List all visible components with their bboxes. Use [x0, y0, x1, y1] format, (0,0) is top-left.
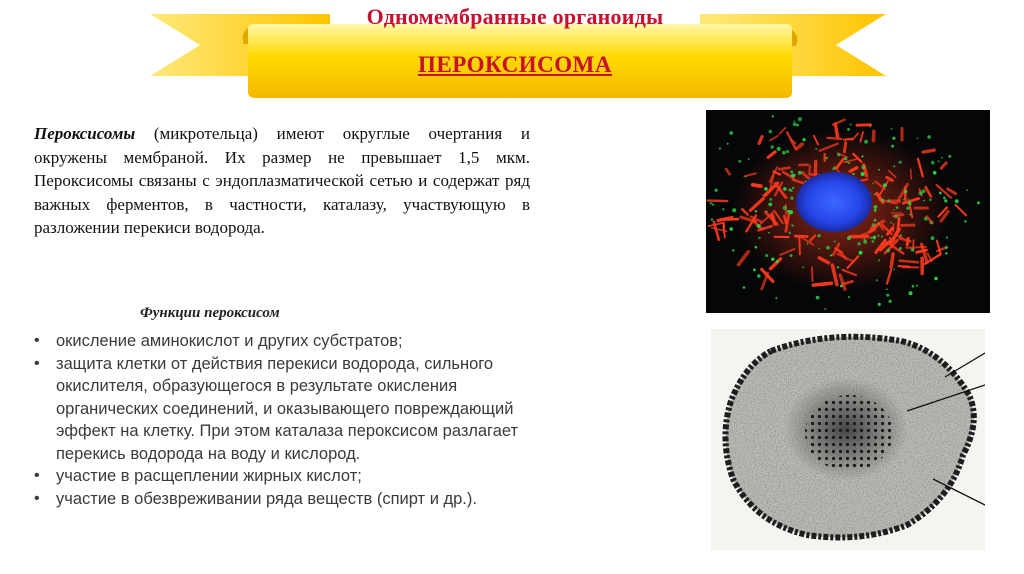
peroxisome-dot	[844, 157, 847, 160]
peroxisome-dot	[732, 208, 736, 212]
peroxisome-dot	[798, 171, 802, 175]
peroxisome-dot	[837, 153, 840, 156]
mitochondrion	[941, 163, 946, 168]
peroxisome-dot	[753, 269, 756, 272]
peroxisome-dot	[903, 199, 905, 201]
mitochondrion	[813, 283, 831, 285]
peroxisome-dot	[876, 279, 878, 281]
peroxisome-dot	[881, 236, 883, 238]
crystalloid-core	[805, 395, 893, 471]
bullet-icon: •	[34, 332, 40, 349]
peroxisome-dot	[872, 236, 876, 240]
mitochondrion	[899, 266, 910, 267]
peroxisome-dot	[877, 235, 879, 237]
functions-heading: Функции пероксисом	[140, 305, 280, 321]
peroxisome-dot	[830, 254, 832, 256]
peroxisome-dot	[933, 171, 937, 175]
peroxisome-dot	[719, 148, 721, 150]
mitochondrion	[739, 252, 749, 265]
peroxisome-dot	[893, 165, 895, 167]
peroxisome-dot	[847, 128, 850, 131]
peroxisome-dot	[748, 158, 750, 160]
peroxisome-dot	[938, 160, 940, 162]
peroxisome-dot	[755, 246, 758, 249]
peroxisome-dot	[848, 296, 850, 298]
peroxisome-dot	[848, 162, 850, 164]
peroxisome-dot	[923, 200, 925, 202]
peroxisome-dot	[793, 122, 797, 126]
peroxisome-dot	[790, 254, 793, 257]
peroxisome-dot	[775, 297, 777, 299]
peroxisome-dot	[802, 266, 804, 268]
mitochondrion	[911, 169, 912, 179]
peroxisome-dot	[792, 187, 794, 189]
peroxisome-dot	[727, 143, 729, 145]
peroxisome-dot	[864, 140, 868, 144]
peroxisome-dot	[872, 240, 875, 243]
peroxisome-dot	[909, 214, 911, 216]
peroxisome-dot	[945, 252, 948, 255]
list-item: • окисление аминокислот и других субстратов;	[30, 330, 530, 353]
peroxisome-dot	[768, 203, 772, 207]
mitochondrion	[956, 205, 967, 215]
peroxisome-dot	[946, 237, 948, 239]
peroxisome-dot	[712, 203, 714, 205]
peroxisome-dot	[917, 137, 919, 139]
peroxisome-dot	[769, 130, 773, 134]
peroxisome-dot	[861, 172, 865, 176]
peroxisome-dot	[859, 251, 863, 255]
peroxisome-dot	[890, 222, 892, 224]
peroxisome-dot	[798, 117, 802, 121]
peroxisome-dot	[807, 243, 809, 245]
peroxisome-dot	[824, 308, 826, 310]
peroxisome-dot	[924, 217, 928, 221]
peroxisome-dot	[887, 199, 890, 202]
mitochondrion	[844, 139, 853, 140]
peroxisome-dot	[977, 201, 980, 204]
peroxisome-dot	[888, 300, 891, 303]
peroxisome-dot	[783, 187, 786, 190]
peroxisome-dot	[803, 138, 806, 141]
peroxisome-dot	[765, 254, 768, 257]
peroxisome-dot	[900, 234, 902, 236]
peroxisome-dot	[755, 210, 758, 213]
mitochondrion	[948, 189, 956, 194]
bullet-icon: •	[34, 489, 40, 507]
peroxisome-dot	[899, 161, 902, 164]
peroxisome-dot	[944, 199, 947, 202]
peroxisome-dot	[941, 157, 943, 159]
peroxisome-dot	[715, 189, 718, 192]
mitochondrion	[812, 267, 813, 281]
peroxisome-dot	[894, 215, 898, 219]
peroxisome-dot	[776, 260, 779, 263]
peroxisome-dot	[790, 197, 793, 200]
peroxisome-dot	[955, 199, 959, 203]
peroxisome-dot	[878, 303, 881, 306]
mitochondrion	[809, 166, 810, 175]
peroxisome-dot	[878, 223, 880, 225]
peroxisome-dot	[874, 194, 876, 196]
peroxisome-dot	[710, 202, 712, 204]
peroxisome-dot	[732, 249, 735, 252]
pointer-line	[945, 353, 985, 377]
peroxisome-dot	[878, 169, 880, 171]
peroxisome-dot	[816, 296, 820, 300]
peroxisome-dot	[893, 209, 895, 211]
peroxisome-dot	[766, 211, 768, 213]
peroxisome-dot	[757, 274, 761, 278]
peroxisome-dot	[899, 247, 902, 250]
peroxisome-dot	[930, 221, 933, 224]
peroxisome-dot	[738, 160, 741, 163]
mitochondrion	[784, 216, 786, 223]
title-banner	[0, 0, 1024, 110]
peroxisome-dot	[945, 246, 948, 249]
peroxisome-dot	[768, 232, 770, 234]
peroxisome-dot	[790, 189, 793, 192]
peroxisome-dot	[771, 258, 774, 261]
peroxisome-dot	[948, 155, 951, 158]
peroxisome-dot	[745, 176, 747, 178]
peroxisome-dot	[910, 248, 914, 252]
peroxisome-dot	[870, 237, 872, 239]
peroxisome-dot	[896, 206, 899, 209]
peroxisome-dot	[847, 236, 851, 240]
peroxisome-dot	[878, 259, 880, 261]
peroxisome-dot	[927, 135, 930, 138]
mitochondrion	[708, 201, 728, 202]
peroxisome-dot	[904, 190, 907, 193]
mitochondrion	[861, 179, 867, 180]
peroxisome-dot	[796, 124, 799, 127]
peroxisome-dot	[893, 268, 895, 270]
peroxisome-dot	[908, 201, 912, 205]
peroxisome-dot	[872, 223, 876, 227]
peroxisome-dot	[840, 285, 843, 288]
nucleus	[796, 172, 872, 232]
fluorescence-cell-image	[706, 110, 990, 313]
peroxisome-dot	[764, 187, 768, 191]
peroxisome-dot	[815, 148, 817, 150]
peroxisome-dot	[862, 155, 864, 157]
peroxisome-dot	[908, 198, 910, 200]
peroxisome-dot	[832, 167, 835, 170]
mitochondrion	[799, 238, 800, 254]
peroxisome-dot	[881, 199, 884, 202]
peroxisome-dot	[869, 126, 871, 128]
peroxisome-dot	[790, 171, 793, 174]
peroxisome-dot	[934, 277, 937, 280]
mitochondrion	[923, 150, 934, 152]
mitochondrion	[891, 254, 893, 267]
peroxisome-dot	[931, 236, 935, 240]
peroxisome-dot	[850, 123, 852, 125]
peroxisome-dot	[789, 210, 793, 214]
peroxisome-dot	[891, 128, 893, 130]
peroxisome-dot	[786, 150, 789, 153]
peroxisome-dot	[729, 131, 733, 135]
peroxisome-dot	[943, 197, 946, 200]
peroxisome-dot	[757, 224, 761, 228]
peroxisome-dot	[783, 206, 787, 210]
peroxisome-dot	[886, 289, 888, 291]
list-item: • участие в обезвреживании ряда веществ (спирт и др.).	[30, 488, 530, 511]
peroxisome-dot	[769, 198, 772, 201]
peroxisome-dot	[939, 192, 942, 195]
mitochondrion	[726, 169, 730, 174]
peroxisome-dot	[929, 199, 932, 202]
peroxisome-dot	[874, 205, 878, 209]
peroxisome-dot	[874, 209, 877, 212]
intro-paragraph	[34, 122, 530, 240]
mitochondrion	[900, 261, 918, 263]
peroxisome-dot	[887, 249, 891, 253]
mitochondrion	[828, 138, 842, 139]
mitochondrion	[753, 185, 761, 186]
intro-term: Пероксисомы	[34, 124, 136, 143]
mitochondrion	[779, 128, 785, 134]
peroxisome-dot	[916, 285, 918, 287]
peroxisome-dot	[834, 241, 836, 243]
list-item: • защита клетки от действия перекиси водорода, сильного окислителя, образующегося в результате окисления органических соединений, и оказывающего повреждающий эффект на клетку. При этом каталаза пероксисом разлагает перекись водорода на воду и кислород.	[34, 354, 519, 463]
peroxisome-dot	[772, 115, 774, 117]
peroxisome-dot	[872, 183, 874, 185]
peroxisome-dot	[791, 224, 793, 226]
electron-micrograph	[711, 329, 985, 550]
peroxisome-dot	[794, 121, 796, 123]
peroxisome-dot	[743, 286, 746, 289]
peroxisome-dot	[906, 207, 909, 210]
mitochondrion	[835, 124, 837, 137]
peroxisome-dot	[722, 208, 724, 210]
mitochondrion	[770, 136, 778, 141]
peroxisome-dot	[826, 246, 830, 250]
peroxisome-dot	[789, 232, 792, 235]
bullet-icon: •	[34, 467, 40, 484]
bullet-icon: •	[34, 354, 40, 372]
peroxisome-dot	[837, 266, 839, 268]
peroxisome-dot	[818, 248, 820, 250]
mitochondrion	[773, 215, 775, 224]
peroxisome-dot	[883, 183, 887, 187]
mitochondrion	[759, 137, 762, 144]
peroxisome-dot	[770, 145, 774, 149]
peroxisome-dot	[846, 161, 848, 163]
peroxisome-dot	[817, 234, 820, 237]
peroxisome-dot	[792, 174, 796, 178]
list-item: • участие в расщеплении жирных кислот;	[30, 465, 530, 488]
peroxisome-dot	[852, 173, 855, 176]
peroxisome-dot	[777, 147, 781, 151]
peroxisome-dot	[861, 165, 865, 169]
peroxisome-dot	[931, 161, 935, 165]
peroxisome-dot	[922, 189, 926, 193]
peroxisome-dot	[966, 189, 968, 191]
peroxisome-dot	[886, 294, 889, 297]
peroxisome-dot	[874, 219, 877, 222]
peroxisome-dot	[863, 240, 867, 244]
peroxisome-dot	[909, 291, 913, 295]
peroxisome-dot	[711, 218, 713, 220]
peroxisome-dot	[782, 151, 786, 155]
mitochondrion	[844, 143, 845, 152]
fluorescence-micrograph	[706, 110, 990, 313]
banner-subtitle: ПЕРОКСИСОМА	[418, 52, 612, 77]
peroxisome-dot	[857, 242, 861, 246]
intro-text: (микротельца) имеют округлые очертания и окружены мембраной. Их размер не превышает 1,5 мкм. Пероксисомы связаны с эндоплазматической сетью и содержат ряд важных ферментов, в частности, каталазу, участвующую в разложении перекиси водорода.	[34, 124, 530, 237]
mitochondrion	[833, 120, 844, 125]
mitochondrion	[779, 168, 789, 170]
peroxisome-dot	[964, 220, 966, 222]
peroxisome-dot	[891, 145, 894, 148]
mitochondrion	[898, 218, 899, 231]
peroxisome-em-image	[711, 329, 985, 550]
peroxisome-dot	[758, 237, 761, 240]
peroxisome-dot	[912, 285, 915, 288]
functions-list	[30, 330, 530, 510]
peroxisome-dot	[729, 227, 733, 231]
peroxisome-dot	[826, 157, 828, 159]
peroxisome-dot	[892, 137, 895, 140]
mitochondrion	[907, 239, 908, 245]
banner-title: Одномембранные органоиды	[366, 4, 664, 29]
